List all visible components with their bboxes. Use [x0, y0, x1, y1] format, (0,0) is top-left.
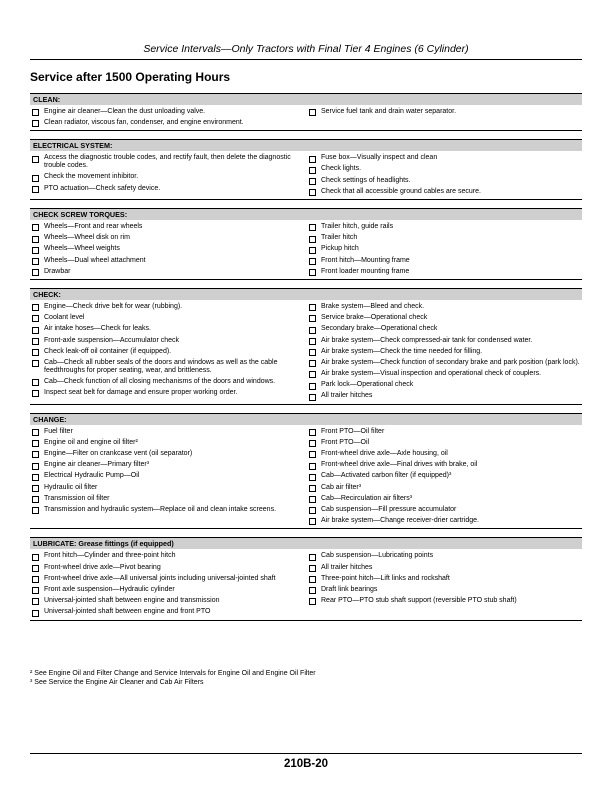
- checklist-item-text: Engine—Filter on crankcase vent (oil separator): [44, 450, 193, 458]
- section-column-left: [30, 105, 305, 127]
- checkbox-icon: [32, 429, 39, 436]
- checklist-item-text: Hydraulic oil filter: [44, 483, 98, 491]
- checklist-item: [307, 348, 582, 356]
- checklist-item-text: Transmission oil filter: [44, 494, 110, 502]
- checklist-item-text: Front-wheel drive axle—Final drives with brake, oil: [321, 461, 478, 469]
- checklist-item: [30, 564, 305, 572]
- checklist-item: [307, 303, 582, 311]
- checklist-item: [307, 165, 582, 173]
- running-header-title: Service Intervals—Only Tractors with Final Tier 4 Engines (6 Cylinder): [143, 43, 469, 55]
- checklist-item: [30, 108, 305, 116]
- checklist-item: [307, 108, 582, 116]
- checklist-item: [307, 506, 582, 514]
- checklist-item-text: Service brake—Operational check: [321, 314, 428, 322]
- checkbox-icon: [309, 269, 316, 276]
- checklist-section: [30, 288, 582, 405]
- section-column-right: [305, 105, 582, 127]
- checklist-item: [30, 389, 305, 397]
- checklist-item: [30, 268, 305, 276]
- checklist-item: [30, 484, 305, 492]
- section-heading: CLEAN:: [30, 93, 582, 105]
- footnote: ² See Engine Oil and Filter Change and Service Intervals for Engine Oil and Engine Oil Filter: [30, 670, 316, 677]
- checklist-section: [30, 208, 582, 280]
- checklist-item-text: Check the movement inhibitor.: [44, 173, 139, 181]
- checklist-item: [307, 517, 582, 525]
- checkbox-icon: [309, 587, 316, 594]
- checkbox-icon: [309, 518, 316, 525]
- checklist-item-text: Three-point hitch—Lift links and rockshaft: [321, 574, 450, 582]
- checklist-item: [30, 325, 305, 333]
- checklist-item-text: Secondary brake—Operational check: [321, 325, 438, 333]
- checkbox-icon: [309, 156, 316, 163]
- checklist-item: [30, 337, 305, 345]
- checklist-item-text: Air brake system—Visual inspection and operational check of couplers.: [321, 370, 542, 378]
- section-heading: CHANGE:: [30, 413, 582, 425]
- checklist-item-text: Electrical Hydraulic Pump—Oil: [44, 472, 140, 480]
- checkbox-icon: [32, 440, 39, 447]
- checkbox-icon: [32, 507, 39, 514]
- checkbox-icon: [309, 224, 316, 231]
- checkbox-icon: [309, 565, 316, 572]
- checkbox-icon: [32, 304, 39, 311]
- checklist-item-text: Engine air cleaner—Primary filter³: [44, 461, 150, 469]
- checklist-item: [307, 188, 582, 196]
- checklist-item-text: Fuel filter: [44, 427, 73, 435]
- section-column-left: [30, 549, 305, 616]
- checkbox-icon: [32, 338, 39, 345]
- checkbox-icon: [309, 554, 316, 561]
- checklist-item-text: Front-wheel drive axle—Pivot bearing: [44, 563, 161, 571]
- checkbox-icon: [309, 485, 316, 492]
- checklist-section: [30, 537, 582, 620]
- checklist-item: [307, 484, 582, 492]
- checkbox-icon: [32, 349, 39, 356]
- checklist-item: [30, 575, 305, 583]
- checklist-item-text: Wheels—Wheel disk on rim: [44, 234, 130, 242]
- checklist-item: [30, 506, 305, 514]
- section-heading: CHECK SCREW TORQUES:: [30, 208, 582, 220]
- checkbox-icon: [32, 224, 39, 231]
- checklist-item-text: Check leak-off oil container (if equipped).: [44, 347, 172, 355]
- checklist-item: [307, 552, 582, 560]
- checklist-item: [30, 314, 305, 322]
- checkbox-icon: [309, 429, 316, 436]
- checklist-item: [30, 245, 305, 253]
- section-column-left: [30, 300, 305, 401]
- checklist-item-text: Access the diagnostic trouble codes, and rectify fault, then delete the diagnostic trouble codes.: [44, 154, 291, 170]
- checklist-item: [30, 428, 305, 436]
- page-title: Service after 1500 Operating Hours: [30, 70, 231, 84]
- section-heading: LUBRICATE: Grease fittings (if equipped): [30, 537, 582, 549]
- checklist-item-text: Check lights.: [321, 165, 362, 173]
- checkbox-icon: [32, 610, 39, 617]
- section-column-right: [305, 425, 582, 526]
- header-rule: [30, 59, 582, 60]
- checklist-item: [30, 303, 305, 311]
- checklist-item-text: Front-axle suspension—Accumulator check: [44, 336, 180, 344]
- checklist-item: [30, 257, 305, 265]
- checkbox-icon: [32, 554, 39, 561]
- section-column-right: [305, 220, 582, 276]
- checkbox-icon: [309, 451, 316, 458]
- section-column-left: [30, 151, 305, 196]
- checklist-item: [30, 185, 305, 193]
- checklist-item-text: Engine air cleaner—Clean the dust unloading valve.: [44, 107, 206, 115]
- checklist-item-text: Cab—Check all rubber seals of the doors and windows as well as the cable feedthroughs for proper seating, wear, and brittleness.: [44, 358, 278, 374]
- checkbox-icon: [309, 383, 316, 390]
- checkbox-icon: [32, 576, 39, 583]
- checkbox-icon: [32, 379, 39, 386]
- checkbox-icon: [309, 474, 316, 481]
- checklist-item: [307, 154, 582, 162]
- checklist-item-text: Cab—Recirculation air filters³: [321, 494, 413, 502]
- checklist-item-text: Engine—Check drive belt for wear (rubbing).: [44, 302, 183, 310]
- checklist-item: [30, 597, 305, 605]
- checklist-item-text: Air intake hoses—Check for leaks.: [44, 325, 151, 333]
- checklist-item-text: Cab—Activated carbon filter (if equipped)³: [321, 472, 452, 480]
- footnote: ³ See Service the Engine Air Cleaner and Cab Air Filters: [30, 679, 204, 686]
- checklist-item: [307, 586, 582, 594]
- checkbox-icon: [32, 360, 39, 367]
- checkbox-icon: [32, 269, 39, 276]
- checklist-item-text: Check settings of headlights.: [321, 176, 411, 184]
- checklist-section: [30, 93, 582, 131]
- checklist-item-text: Front loader mounting frame: [321, 267, 410, 275]
- checklist-item-text: Draft link bearings: [321, 585, 378, 593]
- checklist-item-text: Fuse box—Visually inspect and clean: [321, 154, 438, 162]
- checklist-content: [30, 93, 582, 629]
- checklist-item: [30, 586, 305, 594]
- checklist-item-text: Cab suspension—Lubricating points: [321, 552, 434, 560]
- checklist-item: [30, 234, 305, 242]
- section-column-left: [30, 220, 305, 276]
- checklist-item: [30, 359, 305, 375]
- checklist-item: [307, 495, 582, 503]
- checklist-item-text: Trailer hitch, guide rails: [321, 223, 394, 231]
- checklist-item-text: Drawbar: [44, 267, 71, 275]
- checkbox-icon: [309, 167, 316, 174]
- checklist-item-text: Wheels—Dual wheel attachment: [44, 256, 146, 264]
- checklist-item: [30, 450, 305, 458]
- checklist-item-text: Rear PTO—PTO stub shaft support (reversible PTO stub shaft): [321, 597, 517, 605]
- checkbox-icon: [309, 236, 316, 243]
- checklist-item: [30, 119, 305, 127]
- checklist-section: [30, 413, 582, 530]
- checkbox-icon: [32, 247, 39, 254]
- checkbox-icon: [309, 258, 316, 265]
- checklist-item: [30, 173, 305, 181]
- checklist-item: [307, 450, 582, 458]
- checklist-item-text: All trailer hitches: [321, 563, 373, 571]
- checklist-item-text: Wheels—Front and rear wheels: [44, 223, 143, 231]
- checkbox-icon: [32, 390, 39, 397]
- checkbox-icon: [309, 178, 316, 185]
- section-heading: CHECK:: [30, 288, 582, 300]
- checklist-item: [307, 381, 582, 389]
- checklist-section: [30, 139, 582, 200]
- checklist-item: [307, 223, 582, 231]
- checklist-item-text: Front-wheel drive axle—All universal joints including universal-jointed shaft: [44, 574, 276, 582]
- checklist-item: [30, 348, 305, 356]
- checkbox-icon: [309, 247, 316, 254]
- checkbox-icon: [32, 496, 39, 503]
- checklist-item-text: Air brake system—Check the time needed for filling.: [321, 347, 483, 355]
- checkbox-icon: [309, 576, 316, 583]
- checkbox-icon: [309, 463, 316, 470]
- checkbox-icon: [309, 371, 316, 378]
- checkbox-icon: [32, 258, 39, 265]
- checkbox-icon: [32, 327, 39, 334]
- checkbox-icon: [309, 304, 316, 311]
- checklist-item-text: Service fuel tank and drain water separator.: [321, 107, 457, 115]
- checklist-item-text: All trailer hitches: [321, 392, 373, 400]
- checkbox-icon: [309, 598, 316, 605]
- section-heading: ELECTRICAL SYSTEM:: [30, 139, 582, 151]
- checklist-item-text: Cab—Check function of all closing mechanisms of the doors and windows.: [44, 377, 276, 385]
- checklist-item-text: Front PTO—Oil filter: [321, 427, 385, 435]
- checklist-item-text: Front-wheel drive axle—Axle housing, oil: [321, 450, 448, 458]
- checklist-item-text: Front axle suspension—Hydraulic cylinder: [44, 585, 175, 593]
- checklist-item: [307, 370, 582, 378]
- section-column-right: [305, 151, 582, 196]
- checklist-item: [307, 392, 582, 400]
- checklist-item: [30, 223, 305, 231]
- checklist-item: [30, 378, 305, 386]
- checklist-item: [307, 564, 582, 572]
- checkbox-icon: [32, 109, 39, 116]
- checklist-item: [30, 472, 305, 480]
- checklist-item-text: Cab air filter³: [321, 483, 362, 491]
- checklist-item: [307, 337, 582, 345]
- checklist-item: [307, 268, 582, 276]
- section-column-right: [305, 300, 582, 401]
- checklist-item: [30, 495, 305, 503]
- checkbox-icon: [32, 474, 39, 481]
- checklist-item-text: Park lock—Operational check: [321, 381, 414, 389]
- checklist-item-text: Inspect seat belt for damage and ensure proper working order.: [44, 389, 238, 397]
- checklist-item: [307, 461, 582, 469]
- checkbox-icon: [309, 189, 316, 196]
- checkbox-icon: [32, 463, 39, 470]
- checkbox-icon: [309, 360, 316, 367]
- checklist-item: [307, 428, 582, 436]
- checklist-item-text: Air brake system—Change receiver-drier cartridge.: [321, 517, 479, 525]
- checklist-item: [307, 314, 582, 322]
- page-number: 210B-20: [283, 758, 329, 770]
- checklist-item: [307, 439, 582, 447]
- footer-rule: [30, 753, 582, 754]
- checklist-item-text: Air brake system—Check compressed-air tank for condensed water.: [321, 336, 533, 344]
- checklist-item-text: Universal-jointed shaft between engine and transmission: [44, 597, 220, 605]
- checkbox-icon: [309, 315, 316, 322]
- checkbox-icon: [309, 394, 316, 401]
- checkbox-icon: [32, 156, 39, 163]
- checklist-item: [30, 461, 305, 469]
- checklist-item-text: Transmission and hydraulic system—Replace oil and clean intake screens.: [44, 505, 277, 513]
- checkbox-icon: [309, 440, 316, 447]
- checkbox-icon: [32, 175, 39, 182]
- checklist-item-text: Coolant level: [44, 314, 85, 322]
- checkbox-icon: [309, 109, 316, 116]
- checkbox-icon: [309, 327, 316, 334]
- section-column-right: [305, 549, 582, 616]
- checklist-item-text: Trailer hitch: [321, 234, 358, 242]
- checkbox-icon: [32, 451, 39, 458]
- footnotes: [30, 669, 316, 687]
- checkbox-icon: [32, 565, 39, 572]
- checklist-item-text: Front hitch—Cylinder and three-point hitch: [44, 552, 176, 560]
- checklist-item-text: Wheels—Wheel weights: [44, 245, 120, 253]
- checklist-item-text: Universal-jointed shaft between engine and front PTO: [44, 608, 211, 616]
- checkbox-icon: [309, 496, 316, 503]
- section-column-left: [30, 425, 305, 526]
- checklist-item-text: PTO actuation—Check safety device.: [44, 184, 161, 192]
- checkbox-icon: [32, 120, 39, 127]
- checklist-item: [30, 608, 305, 616]
- checklist-item-text: Clean radiator, viscous fan, condenser, and engine environment.: [44, 119, 244, 127]
- checklist-item: [307, 575, 582, 583]
- checkbox-icon: [32, 587, 39, 594]
- checklist-item: [30, 439, 305, 447]
- checklist-item: [307, 234, 582, 242]
- checklist-item-text: Front hitch—Mounting frame: [321, 256, 410, 264]
- checklist-item-text: Engine oil and engine oil filter²: [44, 438, 138, 446]
- checklist-item-text: Air brake system—Check function of secondary brake and park position (park lock).: [321, 358, 580, 366]
- checklist-item: [30, 154, 305, 170]
- checkbox-icon: [32, 186, 39, 193]
- checklist-item: [307, 177, 582, 185]
- checkbox-icon: [32, 236, 39, 243]
- checklist-item-text: Cab suspension—Fill pressure accumulator: [321, 505, 457, 513]
- checkbox-icon: [309, 349, 316, 356]
- checklist-item: [30, 552, 305, 560]
- checkbox-icon: [32, 598, 39, 605]
- checkbox-icon: [309, 507, 316, 514]
- checklist-item-text: Check that all accessible ground cables are secure.: [321, 187, 481, 195]
- checkbox-icon: [32, 315, 39, 322]
- checkbox-icon: [32, 485, 39, 492]
- checklist-item: [307, 597, 582, 605]
- checklist-item: [307, 472, 582, 480]
- checklist-item: [307, 359, 582, 367]
- checklist-item: [307, 257, 582, 265]
- checkbox-icon: [309, 338, 316, 345]
- checklist-item-text: Pickup hitch: [321, 245, 359, 253]
- checklist-item: [307, 245, 582, 253]
- checklist-item-text: Brake system—Bleed and check.: [321, 302, 425, 310]
- checklist-item: [307, 325, 582, 333]
- checklist-item-text: Front PTO—Oil: [321, 438, 370, 446]
